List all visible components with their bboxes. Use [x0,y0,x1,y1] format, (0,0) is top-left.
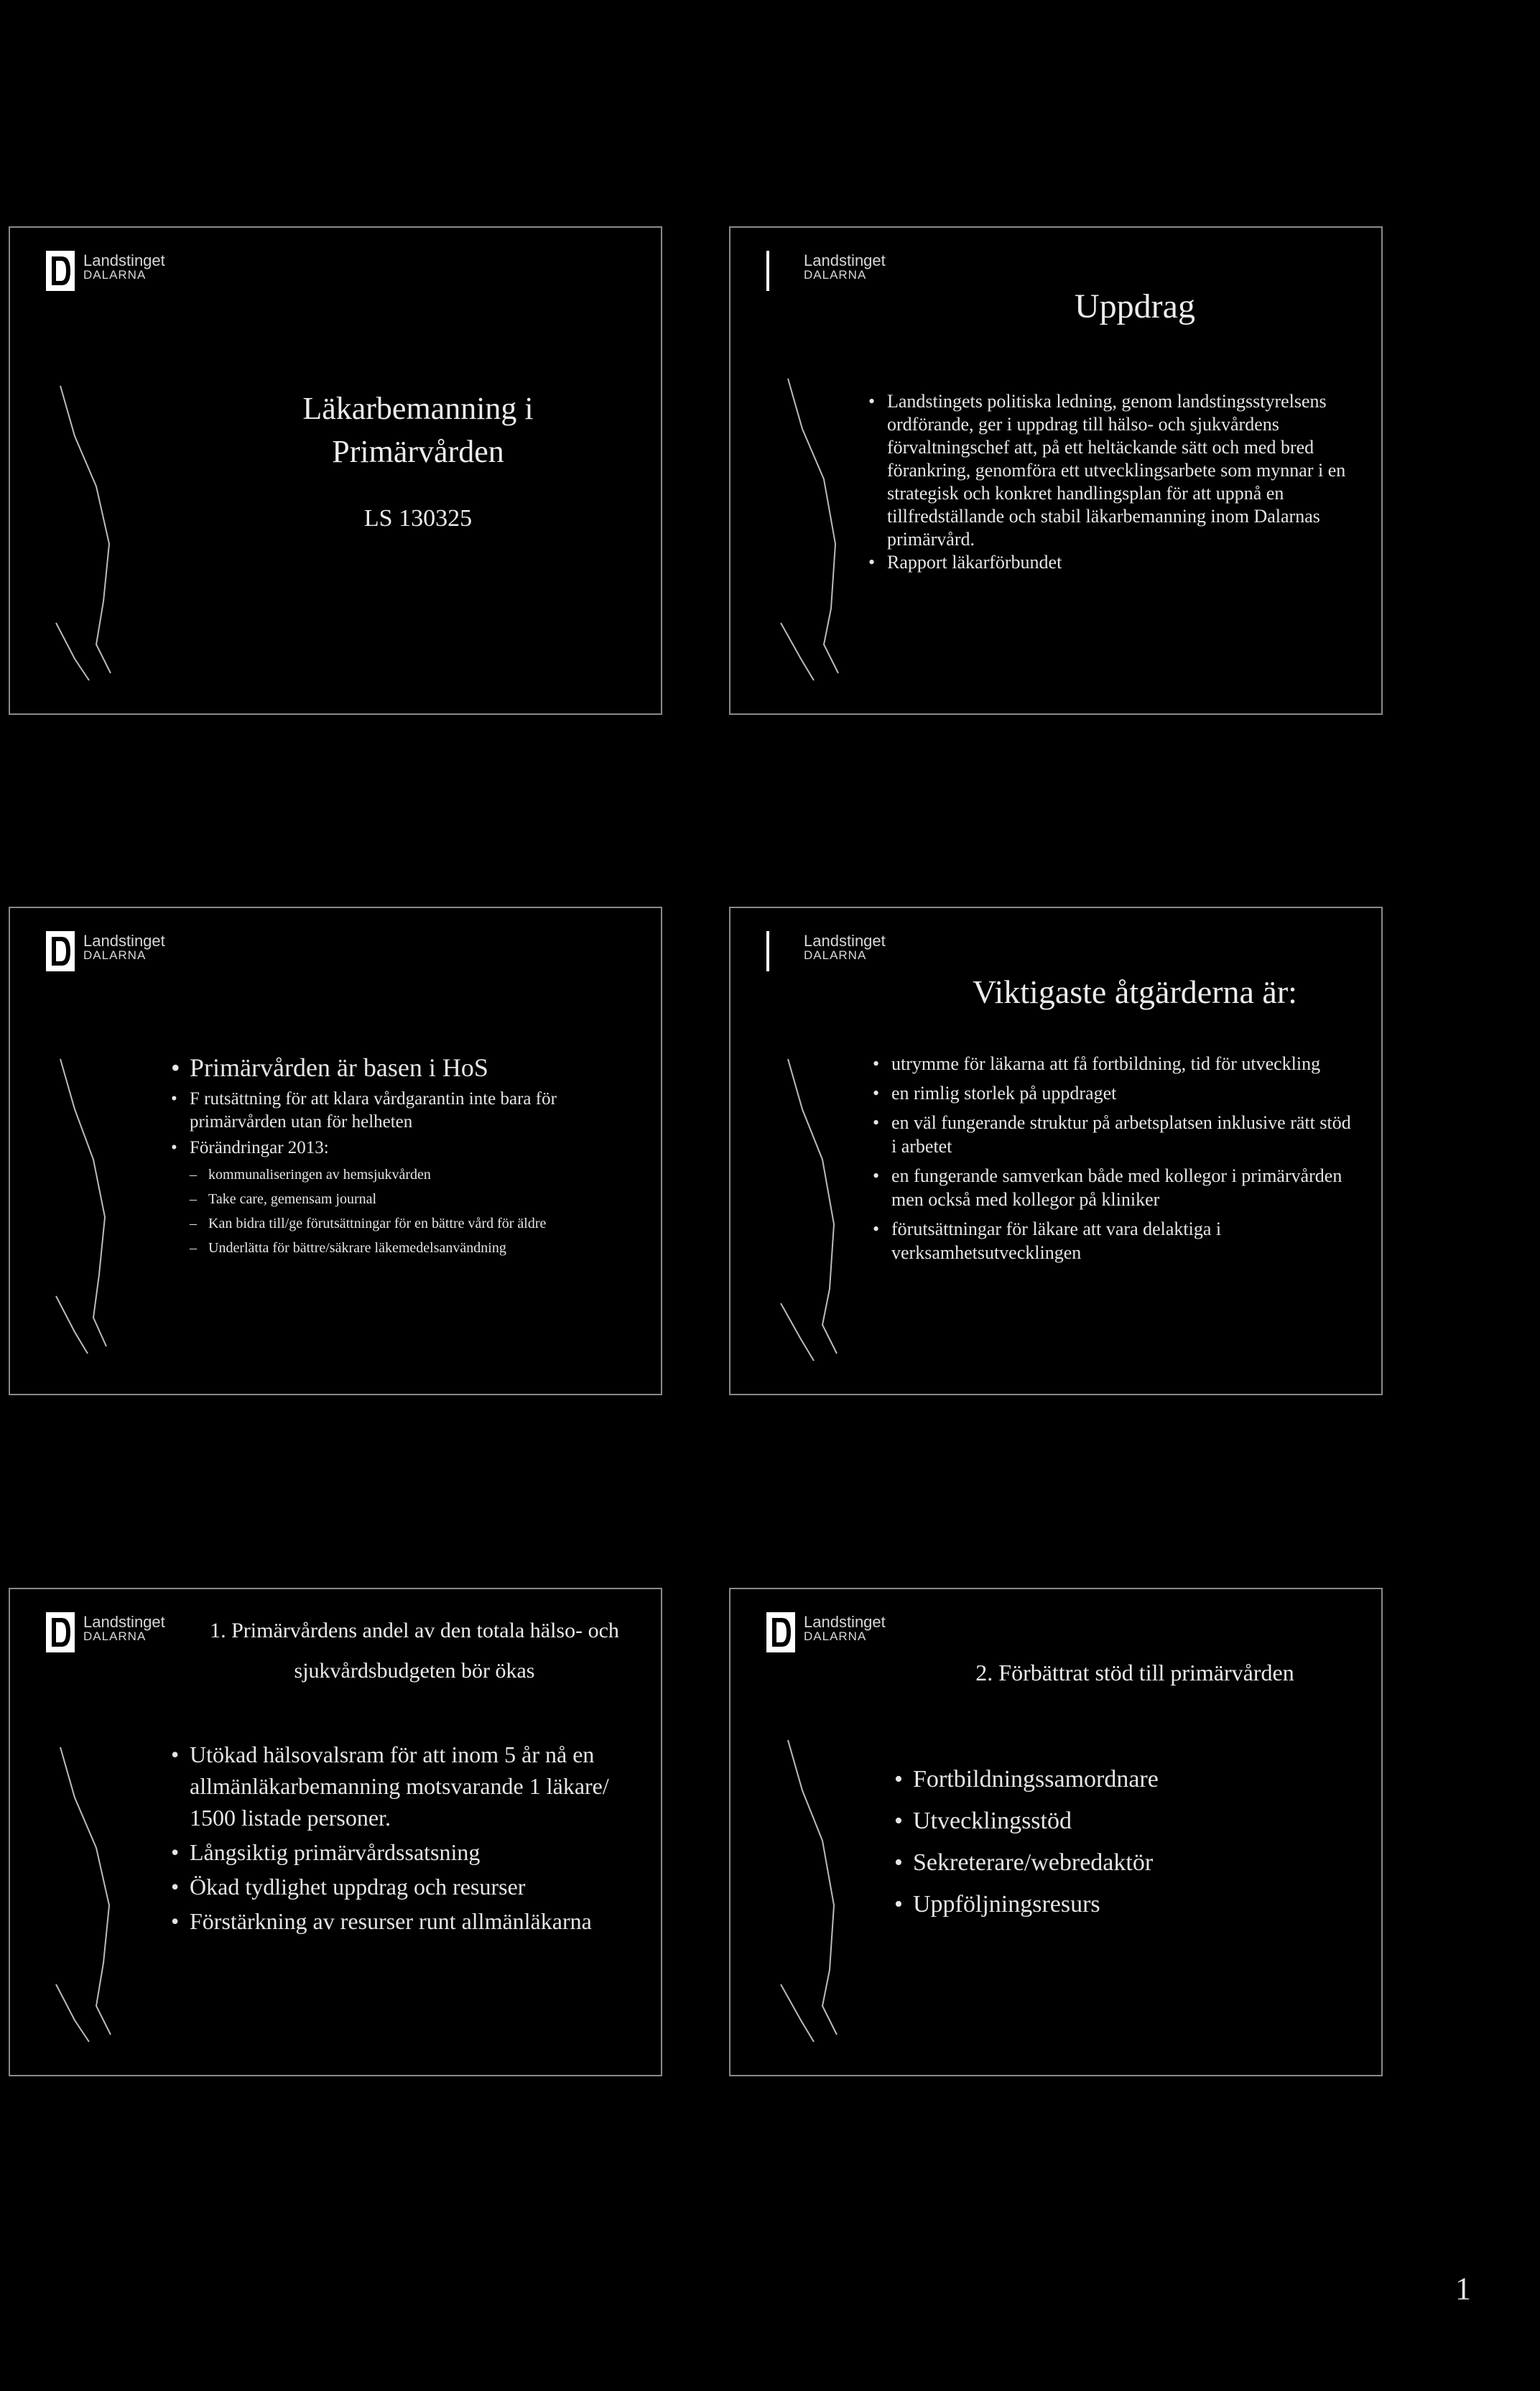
landstinget-logo-icon [766,931,798,971]
landstinget-logo-icon [46,931,78,971]
landstinget-logo-icon [766,251,798,291]
sub-bullet-item: – Underlätta för bättre/säkrare läkemedelsanvändning [170,1237,629,1259]
logo-name: Landstinget [83,251,165,269]
decorative-lines-icon [46,371,168,688]
logo-region: DALARNA [83,1629,147,1644]
logo-name: Landstinget [83,932,165,950]
bullet-item: • Ökad tydlighet uppdrag och resurser [170,1871,629,1902]
bullet-item: • Utvecklingsstöd [893,1800,1353,1842]
logo-region: DALARNA [83,948,147,963]
bullet-item: • Förstärkning av resurser runt allmänläkarna [170,1905,629,1937]
slide-title [182,1611,646,1691]
slide-5 [9,1588,662,2076]
decorative-lines-icon [46,1733,168,2049]
title-line-2: Primärvården [332,434,504,469]
slide-3 [9,907,662,1395]
logo-name: Landstinget [804,1613,886,1631]
landstinget-logo [46,1609,204,1660]
sub-bullet-item: – Take care, gemensam journal [170,1188,629,1210]
logo-region: DALARNA [804,1629,867,1644]
logo-name: Landstinget [804,251,886,269]
slide-1 [9,226,662,715]
slide-2 [729,226,1383,715]
bullet-item: • en rimlig storlek på uppdraget [871,1081,1360,1105]
bullet-item: • utrymme för läkarna att få fortbildning, tid för utveckling [871,1052,1360,1076]
logo-region: DALARNA [804,948,867,963]
bullet-list [893,1759,1353,1925]
landstinget-logo [46,928,204,979]
bullet-item: • Landstingets politiska ledning, genom landstingsstyrelsens ordförande, ger i uppdrag till hälso- och sjukvårdens förvaltningschef att, på ett heltäckande sätt och med bred förankring, genomföra ett utvecklingsarbete som mynnar i en strategisk och konkret handlingsplan för att uppnå en tillfredställande och stabil läkarbemanning inom Dalarnas primärvård. [867,390,1355,551]
bullet-item: • Rapport läkarförbundet [867,551,1355,574]
landstinget-logo [766,1609,924,1660]
slide-title: Viktigaste åtgärderna är: [973,973,1297,1010]
bullet-item: • Fortbildningssamordnare [893,1759,1353,1800]
logo-region: DALARNA [83,268,147,282]
bullet-item: • Sekreterare/webredaktör [893,1842,1353,1884]
bullet-item: • Uppföljningsresurs [893,1884,1353,1925]
bullet-item: • Primärvården är basen i HoS [170,1050,629,1085]
bullet-item: • Långsiktig primärvårdssatsning [170,1836,629,1868]
decorative-lines-icon [766,1052,889,1368]
bullet-list [867,390,1355,574]
landstinget-logo [766,248,924,298]
subtitle: LS 130325 [363,505,473,532]
logo-name: Landstinget [804,932,886,950]
bullet-item: • F rutsättning för att klara vårdgarantin inte bara för primärvården utan för helheten [170,1088,629,1134]
bullet-list [871,1052,1360,1264]
bullet-item: • en väl fungerande struktur på arbetsplatsen inklusive rätt stöd i arbetet [871,1111,1360,1158]
landstinget-logo [766,928,924,979]
bullet-list [170,1739,629,1937]
landstinget-logo-icon [46,1612,78,1652]
sub-bullet-item: – Kan bidra till/ge förutsättningar för en bättre vård för äldre [170,1213,629,1234]
logo-name: Landstinget [83,1613,165,1631]
title-line-1: 1. Primärvårdens andel av den totala hälso- och [210,1619,619,1642]
slide-6 [729,1588,1383,2076]
page-number: 1 [1455,2271,1471,2306]
title-line-2: sjukvårdsbudgeten bör ökas [294,1659,535,1683]
title-block [204,387,632,473]
landstinget-logo [46,248,204,298]
landstinget-logo-icon [46,251,78,291]
slide-title: 2. Förbättrat stöd till primärvården [975,1660,1294,1685]
bullet-item: • Förändringar 2013: [170,1137,629,1160]
logo-region: DALARNA [804,268,867,282]
title-line-1: Läkarbemanning i [302,391,534,426]
bullet-item: • Utökad hälsovalsram för att inom 5 år nå en allmänläkarbemanning motsvarande 1 läkare/ 1500 listade personer. [170,1739,629,1833]
slide-title: Uppdrag [1075,287,1195,325]
decorative-lines-icon [766,1733,889,2049]
slide-4 [729,907,1383,1395]
bullet-item: • förutsättningar för läkare att vara delaktiga i verksamhetsutvecklingen [871,1217,1360,1264]
decorative-lines-icon [46,1052,168,1368]
landstinget-logo-icon [766,1612,798,1652]
bullet-list [170,1050,629,1259]
sub-bullet-item: – kommunaliseringen av hemsjukvården [170,1164,629,1185]
bullet-item: • en fungerande samverkan både med kollegor i primärvården men också med kollegor på kliniker [871,1164,1360,1211]
